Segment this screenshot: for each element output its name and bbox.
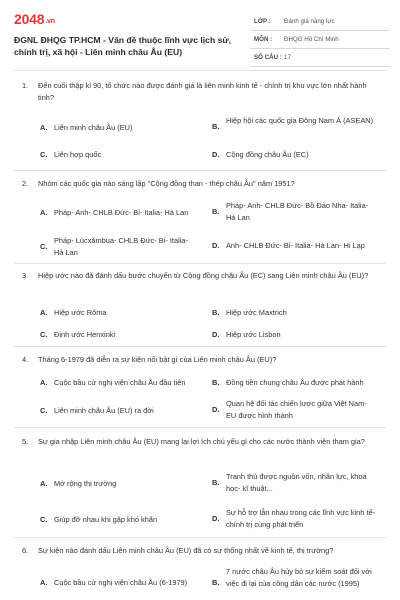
option-text: Định ước Henxinki [54, 330, 116, 339]
divider [14, 263, 386, 264]
option-text: Cuộc bầu cử nghị viện châu Âu (6-1979) [54, 578, 188, 587]
option-letter: D. [212, 514, 220, 523]
option-letter: A. [40, 378, 48, 387]
question-number: 1. [22, 81, 29, 90]
option-d[interactable] [212, 149, 377, 161]
option-text: Pháp- Lúcxămbua- CHLB Đức- Bỉ- Italia- Hà Lan [54, 236, 188, 257]
option-letter: C. [40, 242, 48, 251]
option-text: Mở rộng thị trường [54, 479, 117, 488]
meta-value: 17 [284, 54, 291, 61]
option-c[interactable] [40, 329, 190, 341]
option-a[interactable] [40, 122, 190, 134]
option-letter: C. [40, 406, 48, 415]
question-body: Nhóm các quốc gia nào sáng lập "Cộng đồng than - thép châu Âu" năm 1951? [38, 179, 295, 188]
question-body: Đến cuối thập kỉ 90, tổ chức nào được đánh giá là liên minh kinh tế - chính trị khu vực lớn nhất hành tinh? [38, 81, 367, 102]
option-letter: B. [212, 578, 220, 587]
question-number: 3. [22, 271, 29, 280]
option-letter: D. [212, 150, 220, 159]
divider [14, 346, 386, 347]
meta-row-class [250, 13, 390, 31]
option-text: Sự hỗ trợ lẫn nhau trong các lĩnh vực kinh tế- chính trị cùng phát triển [226, 508, 376, 529]
option-b[interactable] [212, 115, 377, 131]
meta-label: MÔN : [254, 36, 273, 43]
question-number: 4. [22, 355, 29, 364]
option-c[interactable] [40, 149, 190, 161]
question-body: Sự kiện nào đánh dấu Liên minh châu Âu (EU) đã có sự thống nhất về kinh tế, thị trường? [38, 546, 334, 555]
option-a[interactable] [40, 207, 190, 219]
option-text: Liên hợp quốc [54, 150, 102, 159]
question-body: Sự gia nhập Liên minh châu Âu (EU) mang lại lợi ích chủ yếu gì cho các nước thành viên tham gia? [38, 437, 365, 446]
option-letter: A. [40, 578, 48, 587]
option-text: 7 nước châu Âu hủy bỏ sự kiểm soát đối với việc đi lại của công dân các nước (1995) [226, 567, 372, 588]
option-text: Pháp- Anh- CHLB Đức- Bồ Đào Nha- Italia- Hà Lan [226, 201, 369, 222]
logo-main: 2048 [14, 11, 45, 27]
option-letter: B. [212, 308, 220, 317]
question-text [22, 545, 384, 557]
meta-label: LỚP : [254, 18, 271, 25]
option-a[interactable] [40, 478, 190, 490]
option-b[interactable] [212, 307, 377, 319]
option-b[interactable] [212, 377, 377, 389]
option-text: Đồng tiền chung châu Âu được phát hành [226, 378, 364, 387]
question-text [22, 80, 384, 103]
option-text: Cuộc bầu cử nghị viện châu Âu đầu tiên [54, 378, 186, 387]
option-letter: A. [40, 308, 48, 317]
meta-value: ĐHQG Hồ Chí Minh [284, 36, 339, 43]
divider [14, 70, 386, 71]
option-b[interactable] [212, 566, 377, 589]
option-d[interactable] [212, 240, 377, 252]
option-a[interactable] [40, 307, 190, 319]
site-logo[interactable] [14, 11, 55, 27]
question-number: 2. [22, 179, 29, 188]
option-text: Cộng đồng châu Âu (EC) [226, 150, 309, 159]
option-text: Hiệp ước Lisbon [226, 330, 281, 339]
divider [14, 427, 386, 428]
document-title: ĐGNL ĐHQG TP.HCM - Vấn đề thuộc lĩnh vực lịch sử, chính trị, xã hội - Liên minh châu Âu (EU) [14, 35, 231, 57]
option-b[interactable] [212, 200, 377, 223]
option-letter: A. [40, 123, 48, 132]
option-text: Liên minh châu Âu (EU) [54, 123, 133, 132]
option-c[interactable] [40, 405, 190, 417]
option-letter: C. [40, 150, 48, 159]
meta-table [250, 13, 390, 67]
option-letter: B. [212, 122, 220, 131]
option-text: Pháp- Anh- CHLB Đức- Bỉ- Italia- Hà Lan [54, 208, 189, 217]
option-letter: D. [212, 405, 220, 414]
option-text: Hiệp hội các quốc gia Đông Nam Á (ASEAN) [226, 116, 374, 125]
meta-row-question-count [250, 49, 390, 67]
logo-suffix: .vn [45, 18, 55, 25]
option-c[interactable] [40, 235, 190, 258]
option-d[interactable] [212, 398, 377, 421]
option-letter: A. [40, 479, 48, 488]
question-number: 5. [22, 437, 29, 446]
option-a[interactable] [40, 377, 190, 389]
option-b[interactable] [212, 471, 377, 494]
option-d[interactable] [212, 329, 377, 341]
question-text [22, 270, 384, 282]
divider [14, 170, 386, 171]
question-text [22, 436, 384, 448]
option-text: Giúp đỡ nhau khi gặp khó khăn [54, 515, 158, 524]
option-c[interactable] [40, 514, 190, 526]
option-letter: B. [212, 478, 220, 487]
option-text: Hiệp ước Maxtrich [226, 308, 287, 317]
option-text: Anh- CHLB Đức- Bỉ- Italia- Hà Lan- Hi Lạp [226, 241, 365, 250]
option-letter: D. [212, 330, 220, 339]
option-letter: C. [40, 330, 48, 339]
option-text: Liên minh châu Âu (EU) ra đời [54, 406, 154, 415]
option-text: Tranh thủ được nguồn vốn, nhân lực, khoa học- kĩ thuật... [226, 472, 367, 493]
question-number: 6. [22, 546, 29, 555]
option-d[interactable] [212, 507, 377, 530]
meta-value: Đánh giá năng lực [284, 18, 335, 25]
option-text: Quan hệ đối tác chiến lược giữa Việt Nam- EU được hình thành [226, 399, 367, 420]
question-body: Hiệp ước nào đã đánh dấu bước chuyển từ Cộng đồng châu Âu (EC) sang Liên minh châu Âu (EU)? [38, 271, 369, 280]
option-letter: A. [40, 208, 48, 217]
option-letter: B. [212, 207, 220, 216]
document-header [0, 0, 400, 62]
option-letter: C. [40, 515, 48, 524]
question-text [22, 354, 384, 366]
divider [14, 537, 386, 538]
option-letter: D. [212, 241, 220, 250]
question-text [22, 178, 384, 190]
meta-row-subject [250, 31, 390, 49]
option-letter: B. [212, 378, 220, 387]
option-a[interactable] [40, 577, 190, 589]
meta-label: SỐ CÂU : [254, 54, 282, 61]
option-text: Hiệp ước Rôma [54, 308, 107, 317]
question-body: Tháng 6-1979 đã diễn ra sự kiện nổi bật gì của Liên minh châu Âu (EU)? [38, 355, 277, 364]
